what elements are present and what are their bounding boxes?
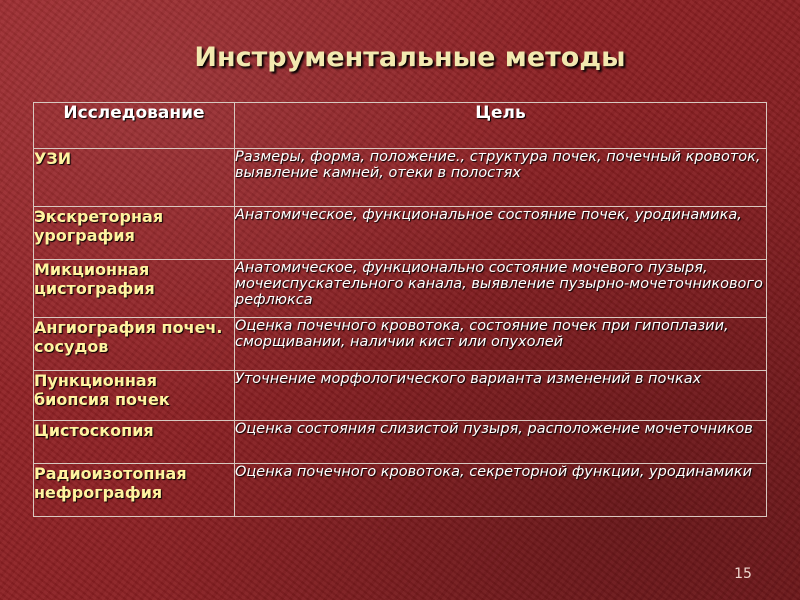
method-cell: Пункционная биопсия почек — [34, 371, 235, 421]
table-row — [34, 421, 767, 464]
goal-cell: Оценка состояния слизистой пузыря, расположение мочеточников — [235, 421, 767, 464]
methods-table-container — [33, 102, 766, 517]
goal-cell: Оценка почечного кровотока, секреторной функции, уродинамики — [235, 464, 767, 517]
table-row — [34, 464, 767, 517]
goal-cell: Размеры, форма, положение., структура почек, почечный кровоток, выявление камней, отеки в полостях — [235, 149, 767, 207]
method-cell: Радиоизотопная нефрография — [34, 464, 235, 517]
method-cell: Микционная цистография — [34, 260, 235, 318]
table-row — [34, 318, 767, 371]
table-header-row — [34, 103, 767, 149]
page-number: 15 — [734, 566, 752, 582]
slide-title: Инструментальные методы — [194, 42, 626, 73]
goal-cell: Уточнение морфологического варианта изменений в почках — [235, 371, 767, 421]
goal-cell: Анатомическое, функциональное состояние почек, уродинамика, — [235, 207, 767, 260]
goal-cell: Анатомическое, функционально состояние мочевого пузыря, мочеиспускательного канала, выявление пузырно-мочеточникового рефлюкса — [235, 260, 767, 318]
methods-table — [33, 102, 767, 517]
column-header-method: Исследование — [34, 103, 235, 149]
method-cell: Цистоскопия — [34, 421, 235, 464]
table-row — [34, 260, 767, 318]
method-cell: УЗИ — [34, 149, 235, 207]
method-cell: Ангиография почеч. сосудов — [34, 318, 235, 371]
method-cell: Экскреторная урография — [34, 207, 235, 260]
column-header-goal: Цель — [235, 103, 767, 149]
table-row — [34, 149, 767, 207]
table-row — [34, 371, 767, 421]
table-row — [34, 207, 767, 260]
goal-cell: Оценка почечного кровотока, состояние почек при гипоплазии, сморщивании, наличии кист или опухолей — [235, 318, 767, 371]
